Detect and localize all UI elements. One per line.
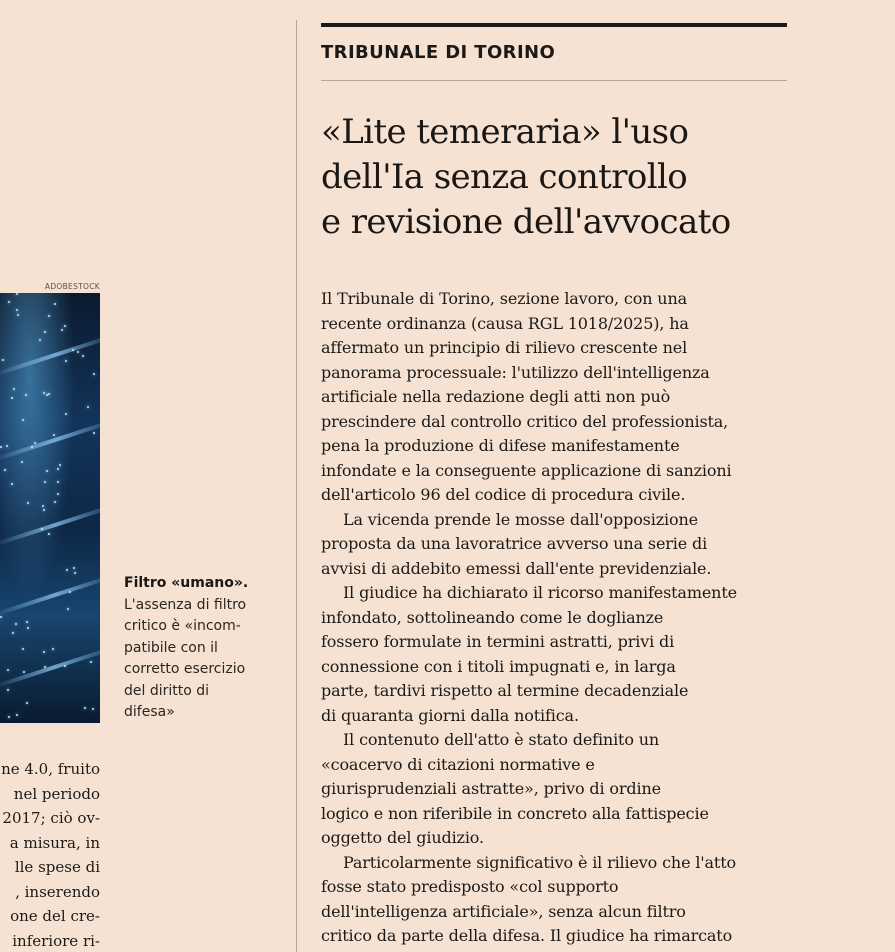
server-light xyxy=(43,509,45,511)
server-light xyxy=(57,493,59,495)
article-line: Il Tribunale di Torino, sezione lavoro, con una xyxy=(321,289,687,308)
left-column-text xyxy=(0,757,100,952)
column-divider xyxy=(296,20,297,952)
server-light xyxy=(64,665,66,667)
article-line: Il giudice ha dichiarato il ricorso manifestamente xyxy=(343,583,737,602)
server-light xyxy=(54,303,56,305)
server-light xyxy=(6,445,8,447)
server-light xyxy=(54,501,56,503)
left-text-line: ne 4.0, fruito xyxy=(1,760,100,778)
server-light xyxy=(16,309,18,311)
server-light xyxy=(7,669,9,671)
left-text-line: a misura, in xyxy=(9,833,100,852)
headline-line: dell'Ia senza controllo xyxy=(321,157,688,197)
article-line: fosse stato predisposto «col supporto xyxy=(321,877,619,896)
caption-line: critico è «incom- xyxy=(124,618,241,634)
server-light xyxy=(87,406,89,408)
server-light xyxy=(74,572,76,574)
article-line: La vicenda prende le mosse dall'opposizione xyxy=(343,509,698,529)
light-streak xyxy=(0,333,100,377)
server-light xyxy=(22,419,24,421)
article-line: Particolarmente significativo è il rilievo che l'atto xyxy=(343,852,736,872)
article-line: Il contenuto dell'atto è stato definito un xyxy=(343,730,660,749)
left-text-line: lle spese di xyxy=(14,858,100,876)
server-light xyxy=(67,608,69,610)
server-light xyxy=(11,397,13,399)
article-line: panorama processuale: l'utilizzo dell'intelligenza xyxy=(321,362,710,382)
server-light xyxy=(16,293,18,295)
light-streak xyxy=(0,645,100,689)
server-light xyxy=(27,627,29,629)
left-text-line: one del cre- xyxy=(10,907,100,925)
server-light xyxy=(73,567,75,569)
server-light xyxy=(42,505,44,507)
server-light xyxy=(27,502,29,504)
headline-line: e revisione dell'avvocato xyxy=(321,202,731,242)
server-light xyxy=(22,648,24,650)
section-top-rule xyxy=(321,23,787,27)
server-light xyxy=(2,359,4,361)
server-light xyxy=(90,661,92,663)
article-line: artificiale nella redazione degli atti non può xyxy=(321,387,671,406)
server-light xyxy=(69,591,71,593)
article-line: giurisprudenziali astratte», privo di ordine xyxy=(321,779,661,798)
caption-line: corretto esercizio xyxy=(124,661,246,677)
article-body xyxy=(321,287,791,949)
server-light xyxy=(48,315,50,317)
article-line: fossero formulate in termini astratti, privi di xyxy=(321,632,675,651)
photo-caption xyxy=(124,573,274,724)
server-light xyxy=(31,446,33,448)
headline xyxy=(321,110,791,245)
server-light xyxy=(64,325,66,327)
server-light xyxy=(7,689,9,691)
server-light xyxy=(46,394,48,396)
caption-title: Filtro «umano». xyxy=(124,575,249,591)
server-light xyxy=(59,464,61,466)
article-line: parte, tardivi rispetto al termine decadenziale xyxy=(321,681,689,700)
server-light xyxy=(17,314,19,316)
caption-line: difesa» xyxy=(124,704,175,720)
server-light xyxy=(57,468,59,470)
article-line: critico da parte della difesa. Il giudice ha rimarcato xyxy=(321,926,733,945)
server-light xyxy=(93,373,95,375)
section-label: TRIBUNALE DI TORINO xyxy=(321,42,556,63)
left-text-line: , inserendo xyxy=(15,882,100,901)
server-light xyxy=(65,413,67,415)
server-light xyxy=(16,714,18,716)
server-light xyxy=(72,349,74,351)
article-line: «coacervo di citazioni normative e xyxy=(321,754,595,774)
server-light xyxy=(0,446,2,448)
article-line: pena la produzione di difese manifestamente xyxy=(321,436,680,455)
server-light xyxy=(93,432,95,434)
server-light xyxy=(8,301,10,303)
server-light xyxy=(26,702,28,704)
light-streak xyxy=(0,418,100,462)
server-light xyxy=(46,470,48,472)
light-streak xyxy=(0,573,100,617)
server-light xyxy=(25,394,27,396)
server-light xyxy=(44,481,46,483)
server-light xyxy=(92,708,94,710)
light-streak xyxy=(0,503,100,547)
section-divider xyxy=(321,80,787,81)
server-light xyxy=(26,621,28,623)
server-light xyxy=(65,360,67,362)
server-light xyxy=(15,623,17,625)
server-light xyxy=(82,355,84,357)
article-line: oggetto del giudizio. xyxy=(321,828,484,847)
article-line: logico e non riferibile in concreto alla fattispecie xyxy=(321,803,709,823)
server-light xyxy=(48,533,50,535)
caption-line: L'assenza di filtro xyxy=(124,596,247,613)
left-text-line: inferiore ri- xyxy=(12,931,100,950)
server-light xyxy=(52,648,54,650)
article-line: infondato, sottolineando come le doglianze xyxy=(321,607,664,627)
server-light xyxy=(44,666,46,668)
article-line: infondate e la conseguente applicazione di sanzioni xyxy=(321,460,732,480)
server-light xyxy=(77,351,79,353)
article-line: recente ordinanza (causa RGL 1018/2025), ha xyxy=(321,313,689,333)
server-light xyxy=(43,651,45,653)
server-light xyxy=(12,632,14,634)
article-line: proposta da una lavoratrice avverso una serie di xyxy=(321,534,708,553)
server-light xyxy=(39,339,41,341)
server-room-photo xyxy=(0,293,100,723)
server-light xyxy=(53,434,55,436)
photo-credit: ADOBESTOCK xyxy=(44,282,100,291)
headline-line: «Lite temeraria» l'uso xyxy=(321,112,689,152)
server-light xyxy=(41,528,43,530)
article-line: affermato un principio di rilievo crescente nel xyxy=(321,338,688,357)
server-light xyxy=(21,461,23,463)
left-text-line: 2017; ciò ov- xyxy=(2,809,100,827)
server-light xyxy=(48,393,50,395)
article-line: prescindere dal controllo critico del professionista, xyxy=(321,411,729,431)
server-light xyxy=(13,388,15,390)
article-line: dell'intelligenza artificiale», senza alcun filtro xyxy=(321,901,686,921)
server-light xyxy=(0,616,2,618)
server-light xyxy=(57,481,59,483)
article-line: connessione con i titoli impugnati e, in larga xyxy=(321,656,676,676)
server-light xyxy=(61,329,63,331)
server-light xyxy=(8,716,10,718)
server-light xyxy=(11,483,13,485)
article-line: dell'articolo 96 del codice di procedura civile. xyxy=(321,485,686,504)
server-light xyxy=(84,707,86,709)
server-light xyxy=(4,469,6,471)
caption-line: del diritto di xyxy=(124,682,210,699)
article-line: di quaranta giorni dalla notifica. xyxy=(321,705,579,725)
article-line: avvisi di addebito emessi dall'ente previdenziale. xyxy=(321,558,712,578)
server-light xyxy=(43,392,45,394)
server-light xyxy=(66,569,68,571)
server-light xyxy=(34,442,36,444)
left-text-line: nel periodo xyxy=(13,784,100,803)
server-light xyxy=(44,331,46,333)
server-light xyxy=(23,671,25,673)
caption-line: patibile con il xyxy=(124,639,218,656)
